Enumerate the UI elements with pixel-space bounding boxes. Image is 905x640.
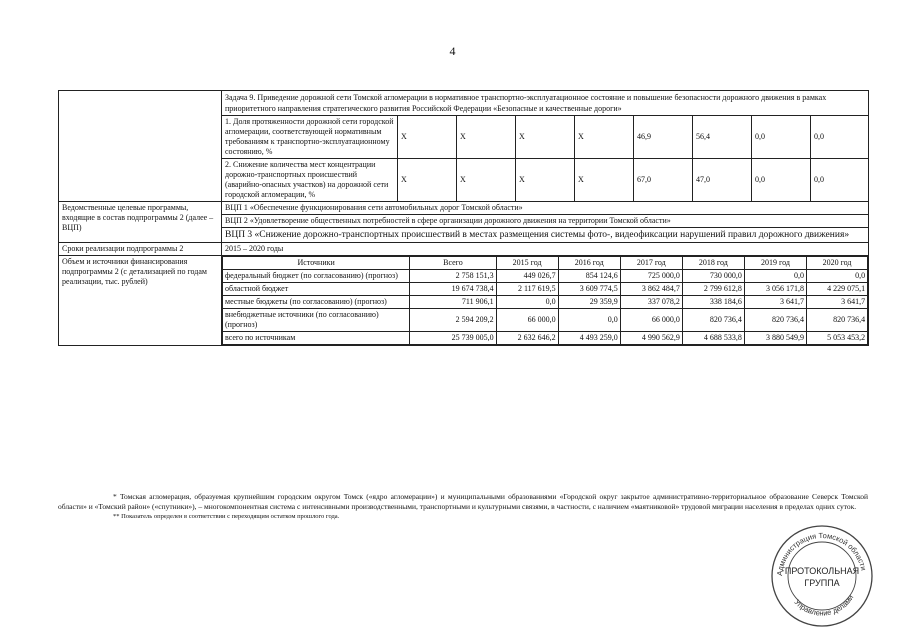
passport-table	[58, 90, 869, 346]
finance-value: 0,0	[496, 296, 558, 309]
indicator-value: 0,0	[752, 159, 811, 202]
finance-header: 2015 год	[496, 257, 558, 270]
finance-source: областной бюджет	[223, 283, 410, 296]
indicator-value: 0,0	[752, 116, 811, 159]
finance-value: 3 609 774,5	[558, 283, 620, 296]
finance-value: 2 117 619,5	[496, 283, 558, 296]
indicator-value: 0,0	[811, 116, 869, 159]
finance-cell	[222, 256, 869, 346]
finance-row	[223, 309, 868, 332]
indicator-value: X	[398, 116, 457, 159]
finance-value: 29 359,9	[558, 296, 620, 309]
footnote: ** Показатель определен в соответствии с переходящим остатком прошлого года.	[113, 513, 340, 520]
finance-value: 19 674 738,4	[410, 283, 496, 296]
footnotes	[58, 492, 868, 522]
finance-header: Источники	[223, 257, 410, 270]
finance-value: 337 078,2	[620, 296, 682, 309]
finance-header-row	[223, 257, 868, 270]
finance-value: 4 493 259,0	[558, 332, 620, 345]
stamp-ring-bottom	[793, 593, 856, 617]
vcp-label: Ведомственные целевые программы, входящие в состав подпрограммы 2 (далее – ВЦП)	[59, 202, 222, 243]
finance-header: 2016 год	[558, 257, 620, 270]
indicator-value: X	[398, 159, 457, 202]
indicator-value: 67,0	[634, 159, 693, 202]
finance-header: 2018 год	[682, 257, 744, 270]
finance-value: 820 736,4	[806, 309, 867, 332]
finance-value: 711 906,1	[410, 296, 496, 309]
finance-value: 2 758 151,3	[410, 270, 496, 283]
finance-value: 725 000,0	[620, 270, 682, 283]
task-9: Задача 9. Приведение дорожной сети Томской агломерации в нормативное транспортно-эксплуатационное состояние и повышение безопасности дорожного движения в рамках приоритетного направления стратегического развития Российской Федерации «Безопасные и качественные дороги»	[222, 91, 869, 116]
finance-value: 25 739 005,0	[410, 332, 496, 345]
finance-value: 0,0	[558, 309, 620, 332]
finance-value: 449 026,7	[496, 270, 558, 283]
finance-value: 0,0	[744, 270, 806, 283]
indicator-value: X	[575, 159, 634, 202]
vcp-item: ВЦП 1 «Обеспечение функционирования сети автомобильных дорог Томской области»	[222, 202, 869, 215]
terms-value: 2015 – 2020 годы	[222, 243, 869, 256]
stamp-center-line2: ГРУППА	[804, 578, 840, 588]
finance-source: федеральный бюджет (по согласованию) (прогноз)	[223, 270, 410, 283]
finance-value: 4 688 533,8	[682, 332, 744, 345]
finance-header: 2019 год	[744, 257, 806, 270]
indicator-value: X	[457, 159, 516, 202]
finance-row	[223, 296, 868, 309]
finance-header: 2017 год	[620, 257, 682, 270]
finance-row	[223, 270, 868, 283]
indicator-label: 1. Доля протяженности дорожной сети городской агломерации, соответствующей нормативным требованиям к транспортно-эксплуатационному состоянию, %	[222, 116, 398, 159]
finance-value: 3 641,7	[744, 296, 806, 309]
finance-value: 3 862 484,7	[620, 283, 682, 296]
finance-label: Объем и источники финансирования подпрограммы 2 (с детализацией по годам реализации, тыс. рублей)	[59, 256, 222, 346]
vcp-item: ВЦП 3 «Снижение дорожно-транспортных происшествий в местах размещения системы фото-, видеофиксации нарушений правил дорожного движения»	[222, 228, 869, 243]
stamp-ring-bottom-text: Управление делами	[792, 593, 856, 618]
indicator-value: X	[516, 116, 575, 159]
stamp-ring-top-text: Администрация Томской области	[775, 530, 869, 577]
stamp-center-line1: ПРОТОКОЛЬНАЯ	[784, 566, 860, 576]
indicator-value: 46,9	[634, 116, 693, 159]
finance-source: всего по источникам	[223, 332, 410, 345]
finance-value: 4 990 562,9	[620, 332, 682, 345]
finance-value: 2 632 646,2	[496, 332, 558, 345]
finance-row	[223, 283, 868, 296]
finance-source: местные бюджеты (по согласованию) (прогноз)	[223, 296, 410, 309]
finance-value: 66 000,0	[620, 309, 682, 332]
indicator-value: 47,0	[693, 159, 752, 202]
indicator-value: 56,4	[693, 116, 752, 159]
finance-value: 2 594 209,2	[410, 309, 496, 332]
finance-value: 0,0	[806, 270, 867, 283]
finance-value: 820 736,4	[682, 309, 744, 332]
finance-value: 3 880 549,9	[744, 332, 806, 345]
finance-value: 338 184,6	[682, 296, 744, 309]
indicator-label: 2. Снижение количества мест концентрации дорожно-транспортных происшествий (аварийно-опасных участков) на дорожной сети городской агломерации, %	[222, 159, 398, 202]
finance-value: 3 641,7	[806, 296, 867, 309]
indicator-value: X	[575, 116, 634, 159]
finance-value: 5 053 453,2	[806, 332, 867, 345]
finance-total-row	[223, 332, 868, 345]
finance-value: 4 229 075,1	[806, 283, 867, 296]
finance-value: 820 736,4	[744, 309, 806, 332]
indicator-value: 0,0	[811, 159, 869, 202]
empty-left-cell	[59, 91, 222, 202]
terms-label: Сроки реализации подпрограммы 2	[59, 243, 222, 256]
indicator-value: X	[516, 159, 575, 202]
vcp-item: ВЦП 2 «Удовлетворение общественных потребностей в сфере организации дорожного движения на территории Томской области»	[222, 215, 869, 228]
finance-value: 3 056 171,8	[744, 283, 806, 296]
finance-value: 66 000,0	[496, 309, 558, 332]
finance-value: 854 124,6	[558, 270, 620, 283]
indicator-value: X	[457, 116, 516, 159]
finance-source: внебюджетные источники (по согласованию) (прогноз)	[223, 309, 410, 332]
page-number: 4	[449, 44, 456, 58]
finance-header: 2020 год	[806, 257, 867, 270]
finance-value: 730 000,0	[682, 270, 744, 283]
stamp-seal	[765, 518, 880, 633]
finance-table	[222, 256, 868, 345]
finance-value: 2 799 612,8	[682, 283, 744, 296]
footnote: * Томская агломерация, образуемая крупнейшим городским округом Томск («ядро агломерации») и муниципальными образованиями «Городской округ закрытое административно-территориальное образование Северск Томской области» и «Томский район» («спутники»), – многокомпонентная система с интенсивными производственными, транспортными и культурными связями, в частности, с наличием «маятниковой» трудовой миграции населения в пределах одних суток.	[58, 492, 868, 511]
finance-header: Всего	[410, 257, 496, 270]
